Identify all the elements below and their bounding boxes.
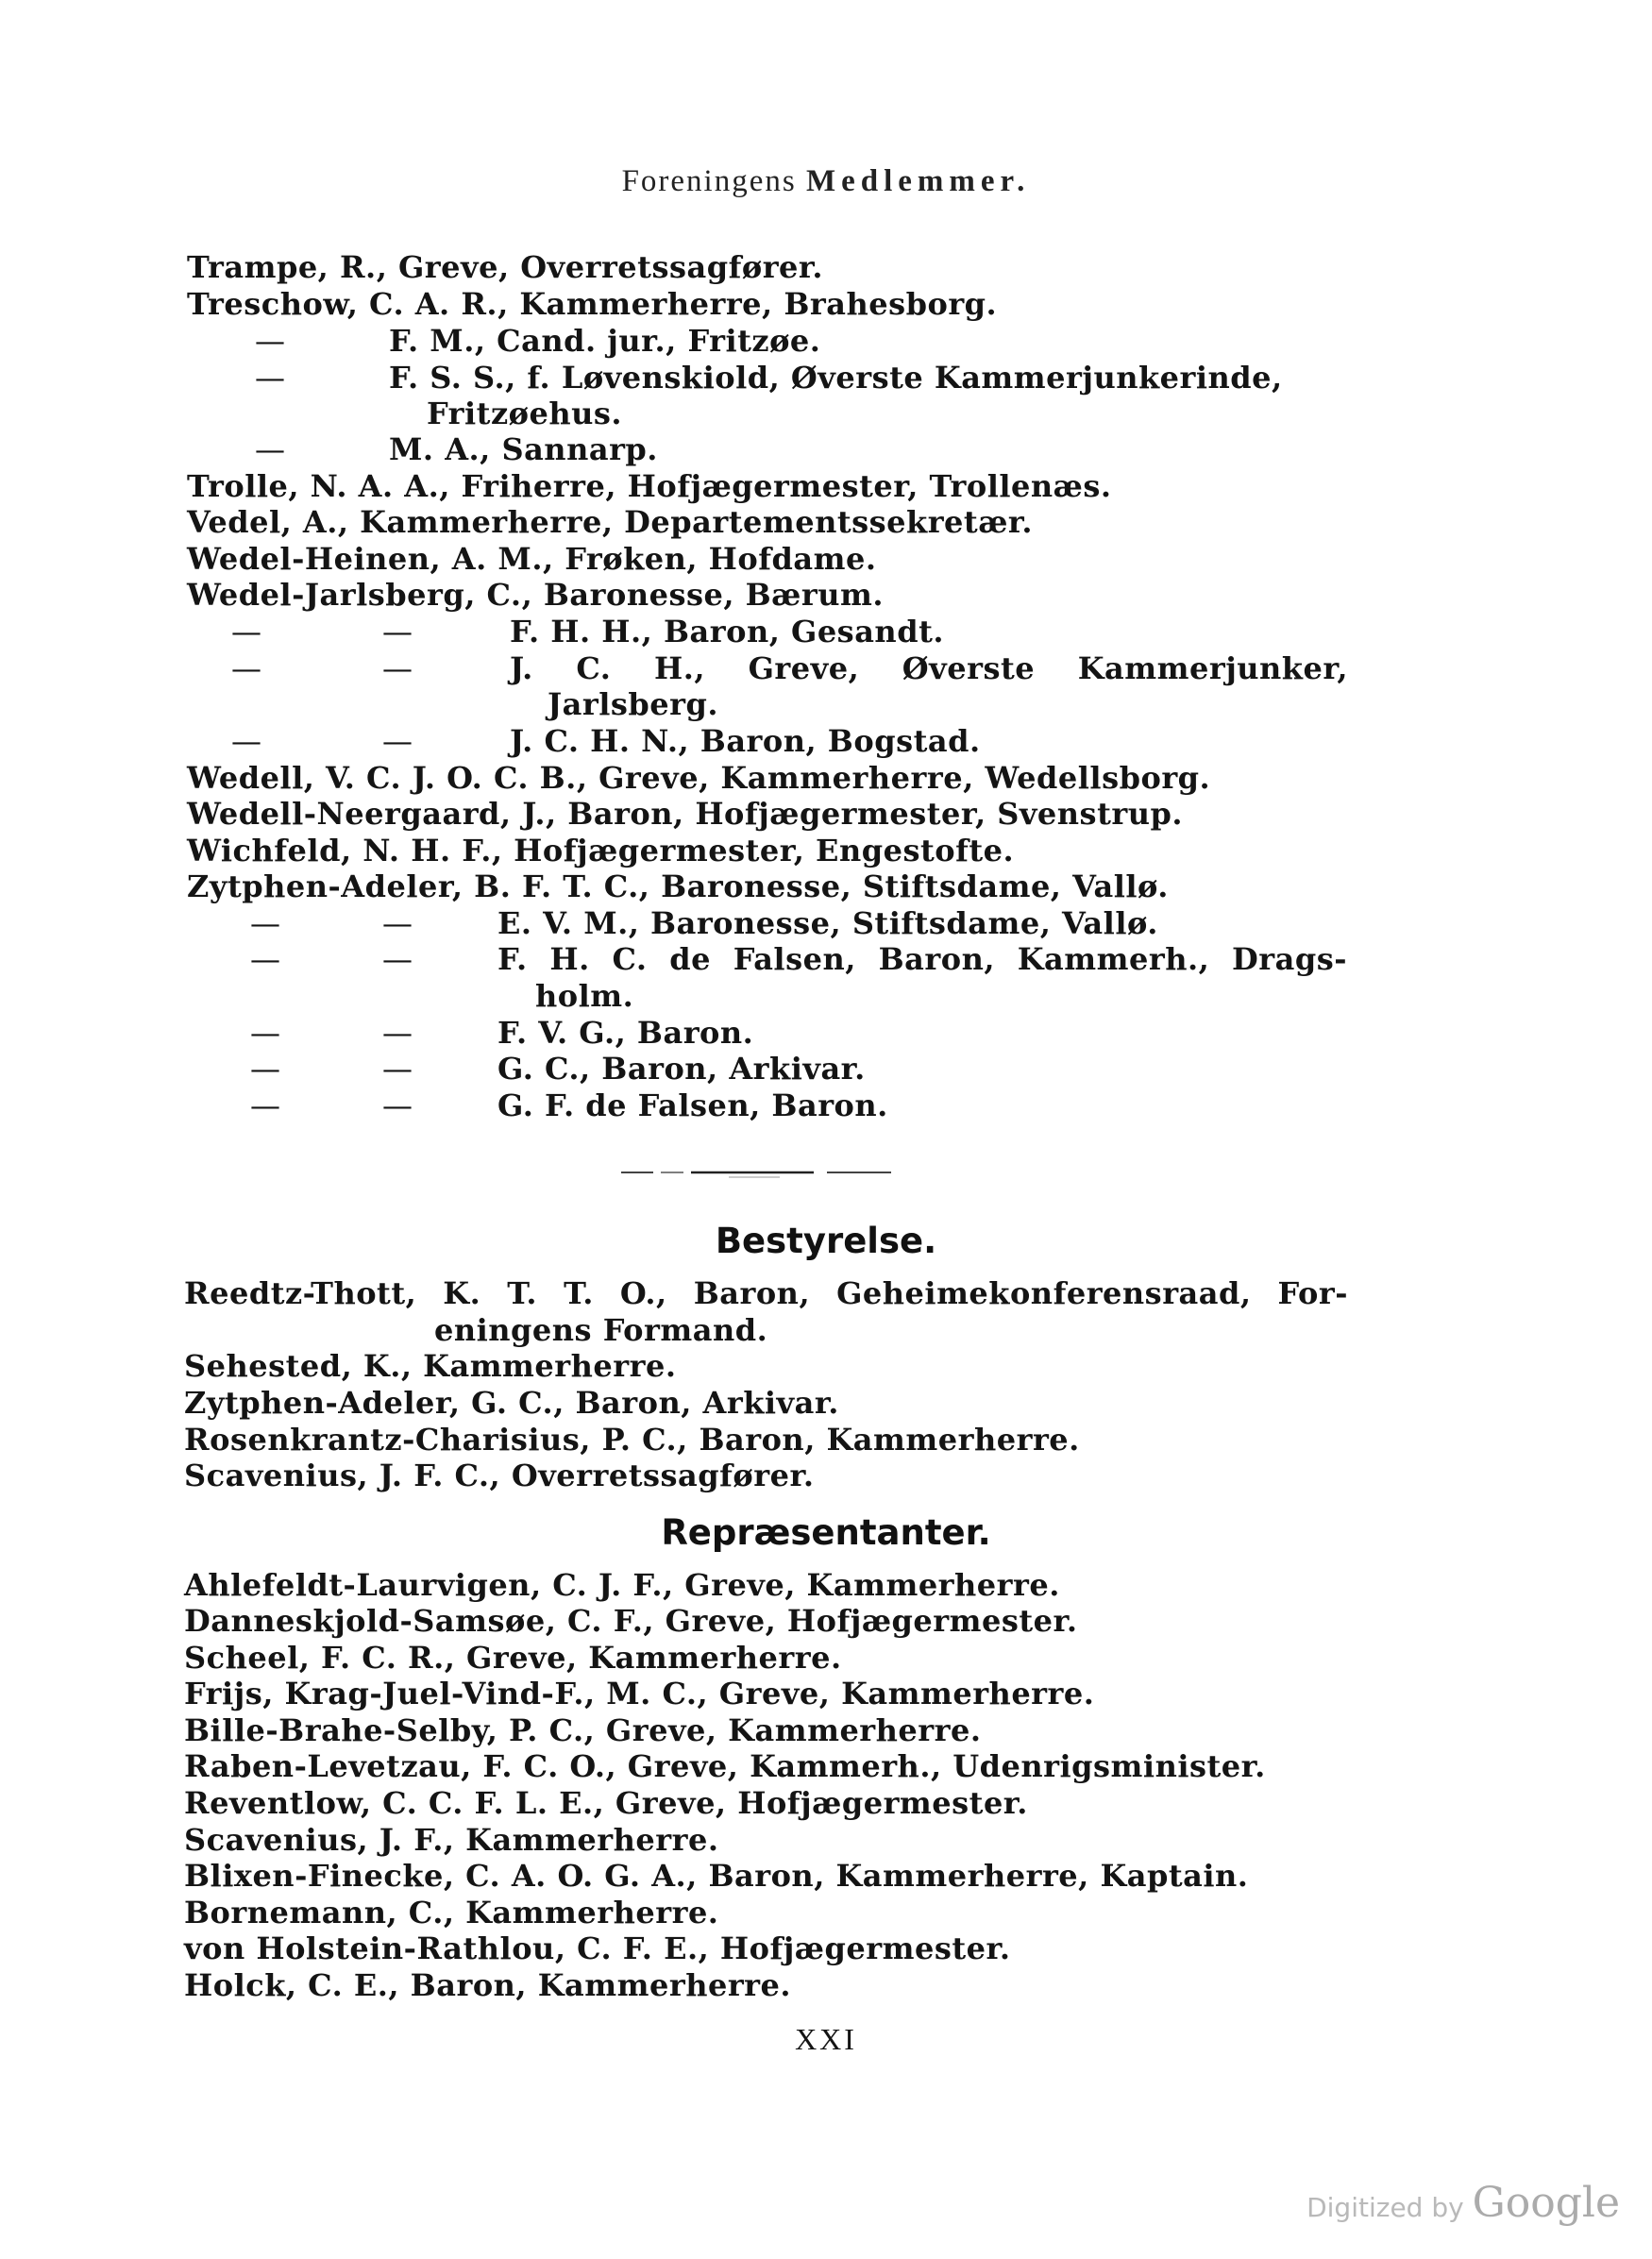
board-entry: Sehested, K., Kammerherre. [184, 1348, 677, 1384]
ditto-mark: — [382, 650, 413, 686]
member-entry: F. H. C. de Falsen, Baron, Kammerh., Drags- [497, 941, 1347, 977]
board-entry: Scavenius, J. F. C., Overretssagfører. [184, 1458, 815, 1493]
member-entry-continuation: holm. [535, 978, 634, 1014]
representative-entry: Raben-Levetzau, F. C. O., Greve, Kammerh., Udenrigsminister. [184, 1748, 1266, 1784]
member-entry: Wedel-Heinen, A. M., Frøken, Hofdame. [187, 541, 877, 577]
ditto-mark: — [231, 614, 261, 649]
running-head-pre: Foreningens [621, 164, 806, 198]
running-head-spaced: Medlemmer. [805, 164, 1031, 198]
representative-entry: Scheel, F. C. R., Greve, Kammerherre. [184, 1640, 842, 1676]
member-entry: Treschow, C. A. R., Kammerherre, Brahesborg. [187, 286, 998, 322]
member-entry: J. C. H. N., Baron, Bogstad. [510, 723, 981, 759]
ditto-mark: — [382, 1015, 413, 1051]
board-entry: Rosenkrantz-Charisius, P. C., Baron, Kammerherre. [184, 1422, 1080, 1458]
member-entry-continuation: Jarlsberg. [548, 686, 719, 722]
ditto-mark: — [250, 1087, 280, 1123]
member-entry: Wedell, V. C. J. O. C. B., Greve, Kammerherre, Wedellsborg. [187, 760, 1211, 796]
representative-entry: von Holstein-Rathlou, C. F. E., Hofjægermester. [184, 1930, 1011, 1966]
member-entry: G. F. de Falsen, Baron. [497, 1087, 888, 1123]
representative-entry: Danneskjold-Samsøe, C. F., Greve, Hofjægermester. [184, 1603, 1078, 1639]
ditto-mark: — [250, 941, 280, 977]
member-entry: F. M., Cand. jur., Fritzøe. [389, 323, 821, 359]
ditto-mark: — [382, 941, 413, 977]
ditto-mark: — [382, 905, 413, 941]
ditto-mark: — [250, 905, 280, 941]
ditto-mark: — [231, 723, 261, 759]
board-entry-continuation: eningens Formand. [434, 1312, 768, 1348]
member-entry: E. V. M., Baronesse, Stiftsdame, Vallø. [497, 905, 1158, 941]
ditto-mark: — [382, 614, 413, 649]
board-entry: Reedtz-Thott, K. T. T. O., Baron, Geheimekonferensraad, For- [184, 1275, 1348, 1311]
digitized-by-watermark [1306, 2179, 1620, 2227]
ditto-mark: — [382, 1087, 413, 1123]
representative-entry: Holck, C. E., Baron, Kammerherre. [184, 1967, 792, 2003]
member-entry: Zytphen-Adeler, B. F. T. C., Baronesse, Stiftsdame, Vallø. [187, 868, 1169, 904]
board-entry: Zytphen-Adeler, G. C., Baron, Arkivar. [184, 1385, 839, 1421]
representative-entry: Bornemann, C., Kammerherre. [184, 1895, 719, 1930]
member-entry: Wichfeld, N. H. F., Hofjægermester, Engestofte. [187, 833, 1015, 868]
representative-entry: Frijs, Krag-Juel-Vind-F., M. C., Greve, Kammerherre. [184, 1676, 1095, 1711]
member-entry: Vedel, A., Kammerherre, Departementssekretær. [187, 504, 1033, 540]
representative-entry: Blixen-Finecke, C. A. O. G. A., Baron, Kammerherre, Kaptain. [184, 1858, 1249, 1894]
member-entry: G. C., Baron, Arkivar. [497, 1051, 866, 1087]
ditto-mark: — [250, 1015, 280, 1051]
representative-entry: Reventlow, C. C. F. L. E., Greve, Hofjægermester. [184, 1785, 1028, 1821]
ditto-mark: — [255, 323, 285, 359]
member-entry: M. A., Sannarp. [389, 431, 658, 467]
representative-entry: Bille-Brahe-Selby, P. C., Greve, Kammerherre. [184, 1712, 982, 1748]
member-entry-continuation: Fritzøehus. [427, 396, 623, 431]
member-entry: Trolle, N. A. A., Friherre, Hofjægermester, Trollenæs. [187, 468, 1112, 504]
member-entry: F. S. S., f. Løvenskiold, Øverste Kammerjunkerinde, [389, 360, 1283, 396]
section-heading-bestyrelse: Bestyrelse. [715, 1221, 937, 1261]
section-heading-repraesentanter: Repræsentanter. [661, 1512, 991, 1553]
page-number: XXI [795, 2022, 857, 2056]
member-entry: F. V. G., Baron. [497, 1015, 754, 1051]
ditto-mark: — [382, 723, 413, 759]
ditto-mark: — [255, 431, 285, 467]
member-entry: J. C. H., Greve, Øverste Kammerjunker, [510, 650, 1348, 686]
representative-entry: Ahlefeldt-Laurvigen, C. J. F., Greve, Kammerherre. [184, 1567, 1060, 1603]
ditto-mark: — [382, 1051, 413, 1087]
ditto-mark: — [231, 650, 261, 686]
ditto-mark: — [250, 1051, 280, 1087]
member-entry: Wedell-Neergaard, J., Baron, Hofjægermester, Svenstrup. [187, 796, 1183, 832]
member-entry: Wedel-Jarlsberg, C., Baronesse, Bærum. [187, 577, 884, 613]
member-entry: Trampe, R., Greve, Overretssagfører. [187, 249, 823, 285]
section-divider-ornament [617, 1167, 901, 1180]
running-head [0, 164, 1652, 199]
member-entry: F. H. H., Baron, Gesandt. [510, 614, 944, 649]
watermark-prefix: Digitized by [1306, 2192, 1464, 2223]
ditto-mark: — [255, 360, 285, 396]
google-wordmark: Google [1472, 2179, 1620, 2227]
representative-entry: Scavenius, J. F., Kammerherre. [184, 1822, 719, 1858]
